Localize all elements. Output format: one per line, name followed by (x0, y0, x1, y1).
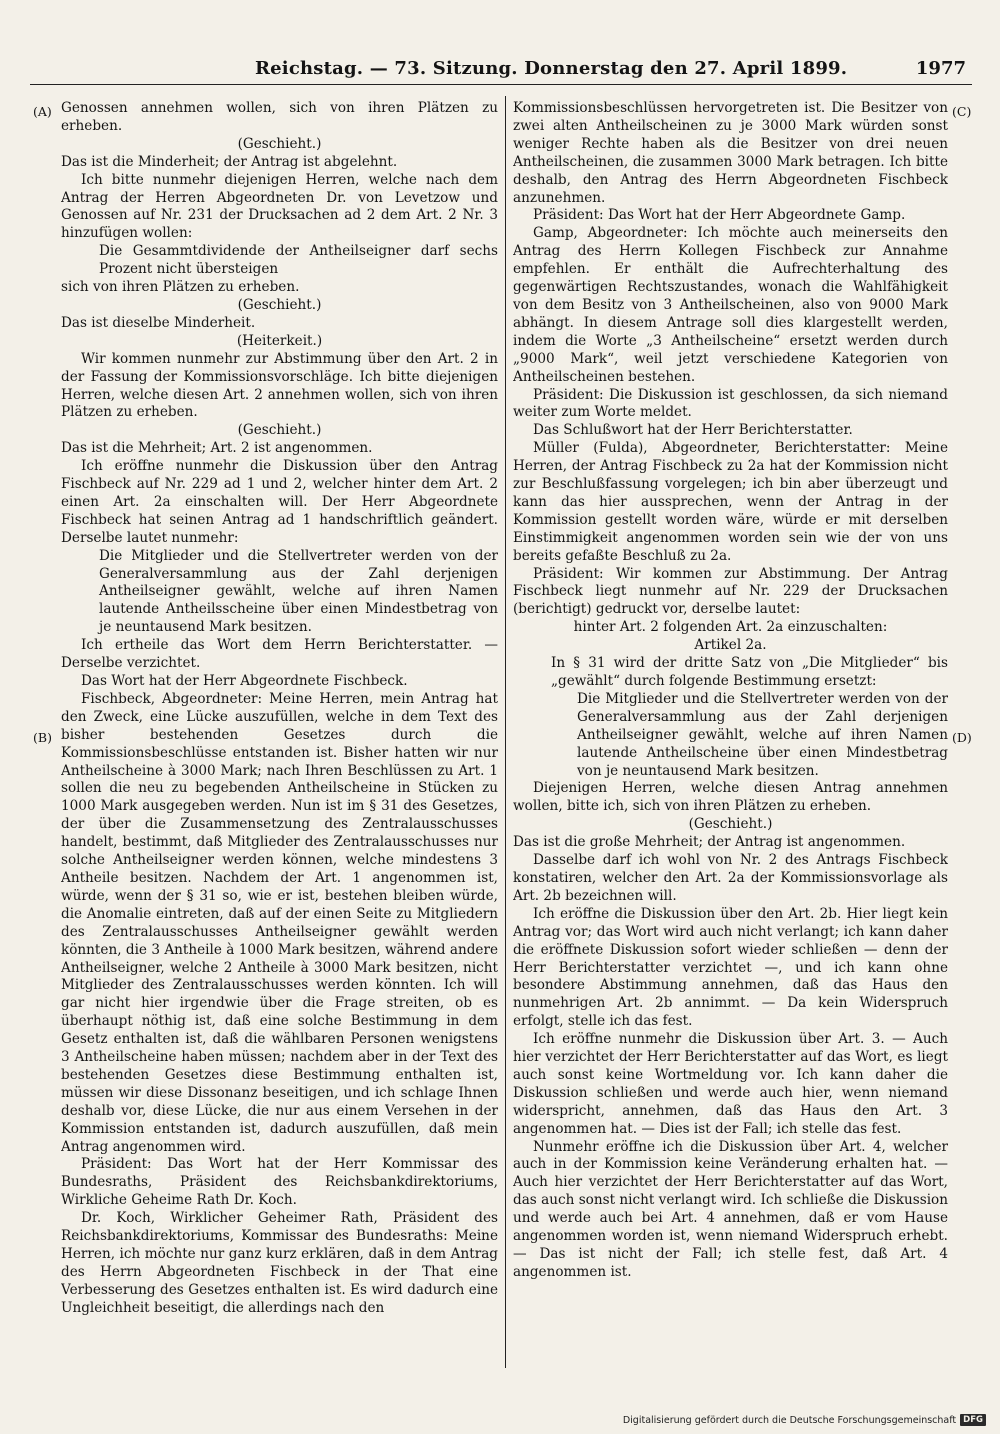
page-number: 1977 (915, 58, 966, 79)
margin-marker-c: (C) (952, 104, 972, 119)
article-heading: Artikel 2a. (694, 637, 767, 654)
quoted-motion: Die Gesammtdividende der Antheilseigner darf sechs Prozent nicht übersteigen (99, 243, 498, 278)
stage-note: (Geschieht.) (237, 135, 322, 152)
stage-note: (Heiterkeit.) (236, 332, 323, 349)
page-header (30, 58, 972, 85)
speech-mueller: Müller (Fulda), Abgeordneter, Berichterstatter: Meine Herren, der Antrag Fischbeck zu 2a hat der Kommission nicht zur Beschlußfassung vorgelegen; ich bin aber überzeugt und kann das hier aussprechen, wenn der Antrag in der Kommission gestellt worden wäre, würde er mit derselben Einstimmigkeit angenommen worden sein wie der von uns bereits gefaßte Beschluß zu 2a. (513, 440, 948, 564)
paragraph: Das ist die Mehrheit; Art. 2 ist angenommen. (61, 440, 373, 457)
paragraph: Das ist die große Mehrheit; der Antrag ist angenommen. (513, 834, 906, 851)
paragraph: sich von ihren Plätzen zu erheben. (61, 279, 300, 296)
paragraph: Genossen annehmen wollen, sich von ihren Plätzen zu erheben. (61, 100, 498, 134)
speech-gamp: Gamp, Abgeordneter: Ich möchte auch meinerseits den Antrag des Herrn Kollegen Fischbeck zur Annahme empfehlen. Er enthält die Aufrechterhaltung des gegenwärtigen Rechtszustandes, wonach die Wahlfähigkeit von dem Besitz von 3 Antheilscheinen, also von 9000 Mark abhängt. In diesem Antrage soll dies klargestellt werden, indem die Worte „3 Antheilscheine“ ersetzt werden durch „9000 Mark“, weil jetzt verschiedene Kategorien von Antheilscheinen bestehen. (513, 225, 948, 385)
margin-marker-d: (D) (952, 730, 972, 745)
speech-president: Präsident: Wir kommen zur Abstimmung. Der Antrag Fischbeck liegt nunmehr auf Nr. 229 der Drucksachen (berichtigt) gedruckt vor, derselbe lautet: (513, 565, 948, 618)
stage-note: (Geschieht.) (237, 422, 322, 439)
paragraph: Kommissionsbeschlüssen hervorgetreten ist. Die Besitzer von zwei alten Antheilscheinen zu je 3000 Mark würden sonst weniger Rechte haben als die Besitzer von drei neuen Antheilscheinen, die zusammen 3000 Mark betragen. Ich bitte deshalb, den Antrag des Herrn Abgeordneten Fischbeck anzunehmen. (513, 100, 948, 206)
paragraph: Ich eröffne die Diskussion über den Art. 2b. Hier liegt kein Antrag vor; das Wort wird auch nicht verlangt; ich kann daher die eröffnete Diskussion sofort wieder schließen — denn der Herr Berichterstatter verzichtet —, und ich kann ohne besondere Abstimmung annehmen, daß das Haus den nunmehrigen Art. 2b annimmt. — Da kein Widerspruch erfolgt, stelle ich das fest. (513, 905, 948, 1030)
paragraph: Das Schlußwort hat der Herr Berichterstatter. (533, 422, 853, 439)
quoted-motion: Die Mitglieder und die Stellvertreter werden von der Generalversammlung aus der Zahl derjenigen Antheilseigner gewählt, welche auf ihren Namen lautende Antheilsscheine über einen Mindestbetrag von je neuntausend Mark besitzen. (99, 547, 498, 636)
quoted-motion: Die Mitglieder und die Stellvertreter werden von der Generalversammlung aus der Zahl derjenigen Antheilseigner gewählt, welche auf ihren Namen lautende Antheilscheine über einen Mindestbetrag von je neuntausend Mark besitzen. (577, 690, 948, 779)
speech-koch: Dr. Koch, Wirklicher Geheimer Rath, Präsident des Reichsbankdirektoriums, Kommissar des Bundesraths: Meine Herren, ich möchte nur ganz kurz erklären, daß in dem Antrag des Herrn Abgeordneten Fischbeck in der That eine Verbesserung des Gesetzes enthalten ist. Es wird dadurch eine Ungleichheit beseitigt, die allerdings nach den (61, 1210, 498, 1316)
column-divider (505, 96, 506, 1368)
paragraph: Das Wort hat der Herr Abgeordnete Fischbeck. (81, 673, 408, 689)
stage-note: (Geschieht.) (237, 296, 322, 313)
stage-note: (Geschieht.) (688, 816, 773, 833)
margin-marker-b: (B) (33, 730, 52, 745)
paragraph: Ich bitte nunmehr diejenigen Herren, welche nach dem Antrag der Herren Abgeordneten Dr. von Levetzow und Genossen auf Nr. 231 der Drucksachen ad 2 dem Art. 2 Nr. 3 hinzufügen wollen: (61, 171, 498, 242)
running-title: Reichstag. — 73. Sitzung. Donnerstag den 27. April 1899. (255, 58, 848, 79)
dfg-logo: DFG (960, 1414, 986, 1426)
margin-marker-a: (A) (33, 104, 52, 119)
digitization-credit (623, 1413, 986, 1427)
speech-fischbeck: Fischbeck, Abgeordneter: Meine Herren, mein Antrag hat den Zweck, eine Lücke auszufüllen, welche in dem Text des bisher bestehenden Gesetzes durch die Kommissionsbeschlüsse entstanden ist. Bisher hatten wir nur Antheilscheine à 3000 Mark; nach Ihren Beschlüssen zu Art. 1 sollen die neu zu begebenden Antheilscheine in Stücken zu 1000 Mark ausgegeben werden. Nun ist im § 31 des Gesetzes, der über die Zusammensetzung des Zentralausschusses handelt, bestimmt, daß Mitglieder des Zentralausschusses nur solche Antheilseigner werden können, welche mindestens 3 Antheile besitzen. Nachdem der Art. 1 angenommen ist, würde, wenn der § 31 so, wie er ist, bestehen bleiben würde, die Anomalie eintreten, daß auf der einen Seite zu Mitgliedern des Zentralausschusses Antheilseigner gewählt werden könnten, die 3 Antheile à 1000 Mark besitzen, während andere Antheilseigner, welche 2 Antheile à 3000 Mark besitzen, nicht Mitglieder des Zentralausschusses werden könnten. Ich will gar nicht hier irgendwie über die Frage streiten, ob es überhaupt nöthig ist, daß eine solche Bestimmung in dem Gesetz enthalten ist, daß die wählbaren Personen wenigstens 3 Antheilscheine haben müssen; nachdem aber in der Text des bestehenden Gesetzes diese Bestimmung enthalten ist, müssen wir diese Dissonanz beseitigen, und ich schlage Ihnen deshalb vor, diese Lücke, die nur aus einem Versehen in der Kommission entstanden ist, dadurch auszufüllen, daß mein Antrag angenommen wird. (61, 690, 498, 1155)
paragraph: Nunmehr eröffne ich die Diskussion über Art. 4, welcher auch in der Kommission keine Veränderung erhalten hat. — Auch hier verzichtet der Herr Berichterstatter auf das Wort, das auch sonst nicht verlangt wird. Ich schließe die Diskussion und werde auch bei Art. 4 annehmen, daß er vom Hause angenommen worden ist, wenn niemand Widerspruch erhebt. — Das ist nicht der Fall; ich stelle fest, daß Art. 4 angenommen ist. (513, 1138, 948, 1280)
left-column (61, 100, 498, 1374)
motion-intro: hinter Art. 2 folgenden Art. 2a einzuschalten: (573, 619, 888, 636)
paragraph: Das ist dieselbe Minderheit. (61, 314, 256, 331)
right-column (513, 100, 948, 1374)
paragraph: Wir kommen nunmehr zur Abstimmung über den Art. 2 in der Fassung der Kommissionsvorschläge. Ich bitte diejenigen Herren, welche diesen Art. 2 annehmen wollen, sich von ihren Plätzen zu erheben. (61, 350, 498, 421)
paragraph: Ich ertheile das Wort dem Herrn Berichterstatter. — Derselbe verzichtet. (61, 637, 498, 672)
speech-president: Präsident: Das Wort hat der Herr Kommissar des Bundesraths, Präsident des Reichsbankdirektoriums, Wirkliche Geheime Rath Dr. Koch. (61, 1156, 498, 1209)
speech-president: Präsident: Das Wort hat der Herr Abgeordnete Gamp. (533, 207, 906, 224)
paragraph: Das ist die Minderheit; der Antrag ist abgelehnt. (61, 153, 398, 170)
quoted-motion: In § 31 wird der dritte Satz von „Die Mitglieder“ bis „gewählt“ durch folgende Bestimmung ersetzt: (551, 655, 948, 689)
paragraph: Ich eröffne nunmehr die Diskussion über den Antrag Fischbeck auf Nr. 229 ad 1 und 2, welcher hinter dem Art. 2 einen Art. 2a einschalten will. Der Herr Abgeordnete Fischbeck hat seinen Antrag ad 1 handschriftlich geändert. Derselbe lautet nunmehr: (61, 458, 498, 546)
paragraph: Ich eröffne nunmehr die Diskussion über Art. 3. — Auch hier verzichtet der Herr Berichterstatter auf das Wort, es liegt auch sonst keine Wortmeldung vor. Ich kann daher die Diskussion schließen und werde auch hier, wenn niemand widerspricht, annehmen, daß das Haus den Art. 3 angenommen hat. — Dies ist der Fall; ich stelle das fest. (513, 1031, 948, 1137)
paragraph: Dasselbe darf ich wohl von Nr. 2 des Antrags Fischbeck konstatiren, welcher den Art. 2a der Kommissionsvorlage als Art. 2b bezeichnen will. (513, 852, 948, 904)
speech-president: Präsident: Die Diskussion ist geschlossen, da sich niemand weiter zum Worte meldet. (513, 386, 948, 421)
paragraph: Diejenigen Herren, welche diesen Antrag annehmen wollen, bitte ich, sich von ihren Plätzen zu erheben. (513, 780, 948, 815)
credit-text: Digitalisierung gefördert durch die Deutsche Forschungsgemeinschaft (622, 1414, 957, 1426)
